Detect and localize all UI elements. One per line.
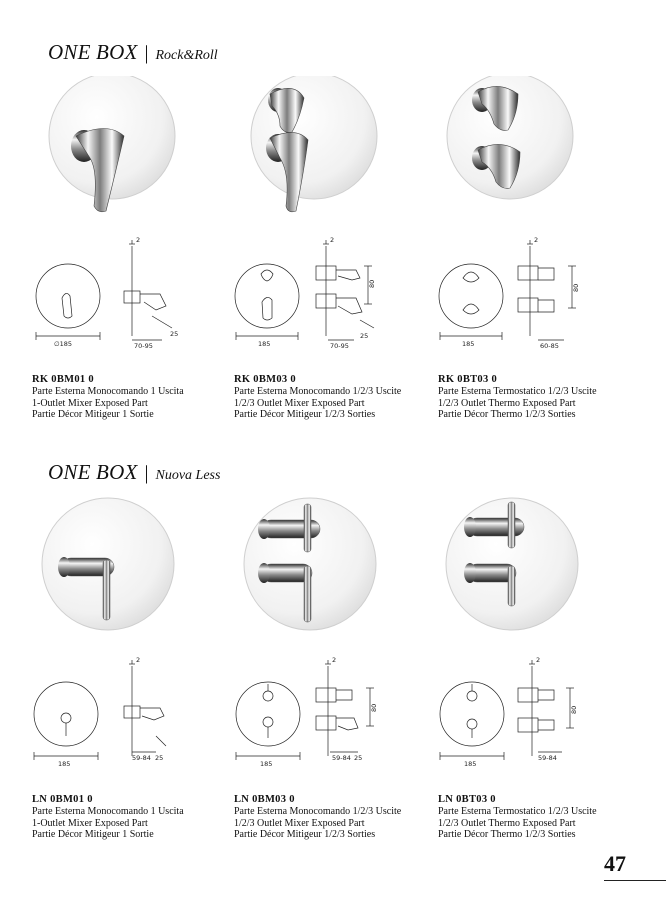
product-rk-0bm03 [234, 76, 434, 456]
section-title-nuova-less [48, 460, 220, 485]
product-photo [234, 76, 434, 246]
description-en: 1-Outlet Mixer Exposed Part [32, 397, 148, 409]
description-it: Parte Esterna Monocomando 1 Uscita [32, 805, 184, 817]
series-name: ONE BOX [48, 460, 138, 484]
product-code: RK 0BT03 0 [438, 374, 498, 385]
technical-drawing [234, 656, 434, 786]
dim-spacing: 80 [368, 279, 376, 288]
product-photo [32, 76, 232, 246]
dim-spacing: 80 [370, 703, 378, 712]
product-code: RK 0BM01 0 [32, 374, 94, 385]
description-en: 1-Outlet Mixer Exposed Part [32, 817, 148, 829]
technical-drawing [438, 236, 638, 366]
dim-top: 2 [536, 656, 541, 664]
technical-drawing [32, 656, 232, 786]
section-title-rock-and-roll [48, 40, 218, 65]
product-caption [32, 374, 242, 421]
description-fr: Partie Décor Thermo 1/2/3 Sorties [438, 829, 576, 841]
product-caption [438, 374, 648, 421]
description-it: Parte Esterna Monocomando 1/2/3 Uscite [234, 805, 402, 817]
dim-top: 2 [136, 236, 141, 244]
dim-diameter: 185 [464, 760, 477, 768]
product-ln-0bt03 [438, 496, 638, 876]
description-it: Parte Esterna Monocomando 1 Uscita [32, 385, 184, 397]
dim-diameter: 185 [258, 340, 271, 348]
product-caption [234, 374, 444, 421]
description-it: Parte Esterna Monocomando 1/2/3 Uscite [234, 385, 402, 397]
product-photo [438, 76, 638, 246]
description-en: 1/2/3 Outlet Mixer Exposed Part [234, 397, 365, 409]
dim-depth: 59-84 [538, 754, 557, 762]
product-photo [234, 496, 434, 666]
dim-diameter: 185 [260, 760, 273, 768]
description-it: Parte Esterna Termostatico 1/2/3 Uscite [438, 805, 597, 817]
product-photo [438, 496, 638, 666]
technical-drawing [32, 236, 232, 366]
dim-angle: 25 [155, 754, 164, 762]
dim-diameter: 185 [58, 760, 71, 768]
product-ln-0bm01 [32, 496, 232, 876]
dim-angle: 25 [354, 754, 363, 762]
dim-depth: 59-84 [332, 754, 351, 762]
title-separator: | [144, 462, 149, 484]
dim-spacing: 80 [570, 705, 578, 714]
description-en: 1/2/3 Outlet Thermo Exposed Part [438, 817, 576, 829]
description-fr: Partie Décor Mitigeur 1/2/3 Sorties [234, 829, 376, 841]
product-code: LN 0BM03 0 [234, 794, 295, 805]
dim-depth: 70-95 [134, 342, 153, 350]
dim-depth: 70-95 [330, 342, 349, 350]
dim-angle: 25 [170, 330, 179, 338]
product-photo [32, 496, 232, 666]
dim-spacing: 80 [572, 283, 580, 292]
dim-top: 2 [330, 236, 335, 244]
technical-drawing [234, 236, 434, 366]
product-code: RK 0BM03 0 [234, 374, 296, 385]
dim-angle: 25 [360, 332, 369, 340]
dim-top: 2 [136, 656, 141, 664]
technical-drawing [438, 656, 638, 786]
description-fr: Partie Décor Mitigeur 1/2/3 Sorties [234, 409, 376, 421]
description-en: 1/2/3 Outlet Thermo Exposed Part [438, 397, 576, 409]
product-caption [438, 794, 648, 841]
product-caption [32, 794, 242, 841]
product-code: LN 0BM01 0 [32, 794, 93, 805]
title-separator: | [144, 42, 149, 64]
page-number-rule [604, 880, 666, 881]
description-it: Parte Esterna Termostatico 1/2/3 Uscite [438, 385, 597, 397]
description-en: 1/2/3 Outlet Mixer Exposed Part [234, 817, 365, 829]
description-fr: Partie Décor Thermo 1/2/3 Sorties [438, 409, 576, 421]
page-number: 47 [604, 851, 626, 876]
product-caption [234, 794, 444, 841]
product-rk-0bm01 [32, 76, 232, 456]
dim-top: 2 [534, 236, 539, 244]
dim-diameter: 185 [462, 340, 475, 348]
product-ln-0bm03 [234, 496, 434, 876]
dim-diameter: ∅185 [54, 340, 73, 348]
description-fr: Partie Décor Mitigeur 1 Sortie [32, 409, 154, 421]
product-rk-0bt03 [438, 76, 638, 456]
dim-depth: 60-85 [540, 342, 559, 350]
product-code: LN 0BT03 0 [438, 794, 496, 805]
description-fr: Partie Décor Mitigeur 1 Sortie [32, 829, 154, 841]
series-subtitle: Nuova Less [155, 468, 221, 483]
series-name: ONE BOX [48, 40, 138, 64]
dim-depth: 59-84 [132, 754, 151, 762]
dim-top: 2 [332, 656, 337, 664]
series-subtitle: Rock&Roll [155, 48, 218, 63]
